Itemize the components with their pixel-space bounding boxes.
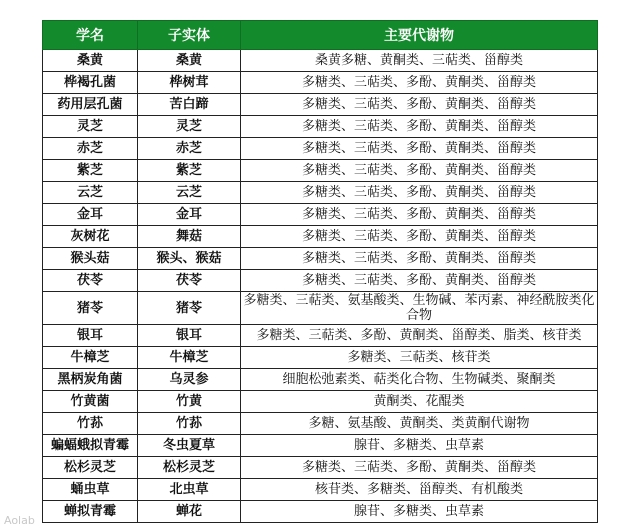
cell-metabolites: 多糖类、三萜类、多酚、黄酮类、甾醇类: [241, 182, 598, 204]
cell-fruiting-body: 乌灵参: [138, 369, 241, 391]
cell-fruiting-body: 猪苓: [138, 292, 241, 325]
table-row: [43, 435, 598, 457]
cell-fruiting-body: 紫芝: [138, 160, 241, 182]
cell-metabolites: 多糖类、三萜类、氨基酸类、生物碱、苯丙素、神经酰胺类化合物: [241, 292, 598, 325]
cell-metabolites: 多糖类、三萜类、多酚、黄酮类、甾醇类: [241, 138, 598, 160]
table-body: [43, 50, 598, 523]
cell-fruiting-body: 灵芝: [138, 116, 241, 138]
table-row: [43, 292, 598, 325]
cell-fruiting-body: 银耳: [138, 325, 241, 347]
cell-fruiting-body: 北虫草: [138, 479, 241, 501]
cell-fruiting-body: 竹黄: [138, 391, 241, 413]
cell-scientific-name: 猴头菇: [43, 248, 138, 270]
cell-metabolites: 多糖、氨基酸、黄酮类、类黄酮代谢物: [241, 413, 598, 435]
cell-scientific-name: 桑黄: [43, 50, 138, 72]
cell-scientific-name: 猪苓: [43, 292, 138, 325]
cell-metabolites: 多糖类、三萜类、多酚、黄酮类、甾醇类: [241, 226, 598, 248]
cell-scientific-name: 蝉拟青霉: [43, 501, 138, 523]
metabolite-table: [42, 20, 598, 523]
cell-scientific-name: 灵芝: [43, 116, 138, 138]
cell-fruiting-body: 苦白蹄: [138, 94, 241, 116]
cell-scientific-name: 药用层孔菌: [43, 94, 138, 116]
table-row: [43, 138, 598, 160]
table-row: [43, 413, 598, 435]
cell-metabolites: 腺苷、多糖类、虫草素: [241, 501, 598, 523]
cell-scientific-name: 牛樟芝: [43, 347, 138, 369]
cell-metabolites: 多糖类、三萜类、多酚、黄酮类、甾醇类: [241, 457, 598, 479]
cell-fruiting-body: 竹荪: [138, 413, 241, 435]
cell-metabolites: 细胞松弛素类、萜类化合物、生物碱类、聚酮类: [241, 369, 598, 391]
table-row: [43, 204, 598, 226]
table-row: [43, 160, 598, 182]
cell-fruiting-body: 牛樟芝: [138, 347, 241, 369]
cell-fruiting-body: 桑黄: [138, 50, 241, 72]
header-scientific-name: 学名: [43, 21, 138, 50]
cell-metabolites: 多糖类、三萜类、多酚、黄酮类、甾醇类: [241, 116, 598, 138]
table-row: [43, 116, 598, 138]
table-row: [43, 369, 598, 391]
cell-fruiting-body: 舞菇: [138, 226, 241, 248]
table-row: [43, 182, 598, 204]
header-main-metabolites: 主要代谢物: [241, 21, 598, 50]
cell-scientific-name: 金耳: [43, 204, 138, 226]
cell-scientific-name: 蛹虫草: [43, 479, 138, 501]
cell-metabolites: 多糖类、三萜类、多酚、黄酮类、甾醇类: [241, 204, 598, 226]
table-row: [43, 479, 598, 501]
cell-fruiting-body: 金耳: [138, 204, 241, 226]
cell-scientific-name: 茯苓: [43, 270, 138, 292]
cell-metabolites: 多糖类、三萜类、多酚、黄酮类、甾醇类: [241, 270, 598, 292]
cell-metabolites: 核苷类、多糖类、甾醇类、有机酸类: [241, 479, 598, 501]
cell-metabolites: 黄酮类、花醌类: [241, 391, 598, 413]
cell-scientific-name: 赤芝: [43, 138, 138, 160]
cell-scientific-name: 银耳: [43, 325, 138, 347]
cell-scientific-name: 蝙蝠蛾拟青霉: [43, 435, 138, 457]
cell-metabolites: 多糖类、三萜类、多酚、黄酮类、甾醇类: [241, 94, 598, 116]
cell-scientific-name: 黑柄炭角菌: [43, 369, 138, 391]
table-row: [43, 270, 598, 292]
table-row: [43, 501, 598, 523]
table-row: [43, 50, 598, 72]
cell-scientific-name: 松杉灵芝: [43, 457, 138, 479]
cell-scientific-name: 云芝: [43, 182, 138, 204]
cell-fruiting-body: 桦树茸: [138, 72, 241, 94]
cell-metabolites: 桑黄多糖、黄酮类、三萜类、甾醇类: [241, 50, 598, 72]
cell-fruiting-body: 云芝: [138, 182, 241, 204]
cell-metabolites: 多糖类、三萜类、多酚、黄酮类、甾醇类、脂类、核苷类: [241, 325, 598, 347]
cell-metabolites: 多糖类、三萜类、多酚、黄酮类、甾醇类: [241, 72, 598, 94]
cell-metabolites: 多糖类、三萜类、核苷类: [241, 347, 598, 369]
cell-fruiting-body: 赤芝: [138, 138, 241, 160]
cell-fruiting-body: 蝉花: [138, 501, 241, 523]
cell-metabolites: 多糖类、三萜类、多酚、黄酮类、甾醇类: [241, 248, 598, 270]
table-row: [43, 94, 598, 116]
cell-metabolites: 腺苷、多糖类、虫草素: [241, 435, 598, 457]
cell-fruiting-body: 猴头、猴菇: [138, 248, 241, 270]
table-row: [43, 391, 598, 413]
table-row: [43, 347, 598, 369]
cell-scientific-name: 灰树花: [43, 226, 138, 248]
cell-scientific-name: 紫芝: [43, 160, 138, 182]
table-row: [43, 248, 598, 270]
cell-scientific-name: 竹荪: [43, 413, 138, 435]
table-row: [43, 72, 598, 94]
cell-fruiting-body: 松杉灵芝: [138, 457, 241, 479]
header-fruiting-body: 子实体: [138, 21, 241, 50]
table-row: [43, 457, 598, 479]
cell-fruiting-body: 茯苓: [138, 270, 241, 292]
cell-scientific-name: 桦褐孔菌: [43, 72, 138, 94]
watermark: Aolab: [4, 514, 35, 527]
cell-scientific-name: 竹黄菌: [43, 391, 138, 413]
table-row: [43, 226, 598, 248]
table-header: [43, 21, 598, 50]
table-row: [43, 325, 598, 347]
cell-metabolites: 多糖类、三萜类、多酚、黄酮类、甾醇类: [241, 160, 598, 182]
cell-fruiting-body: 冬虫夏草: [138, 435, 241, 457]
